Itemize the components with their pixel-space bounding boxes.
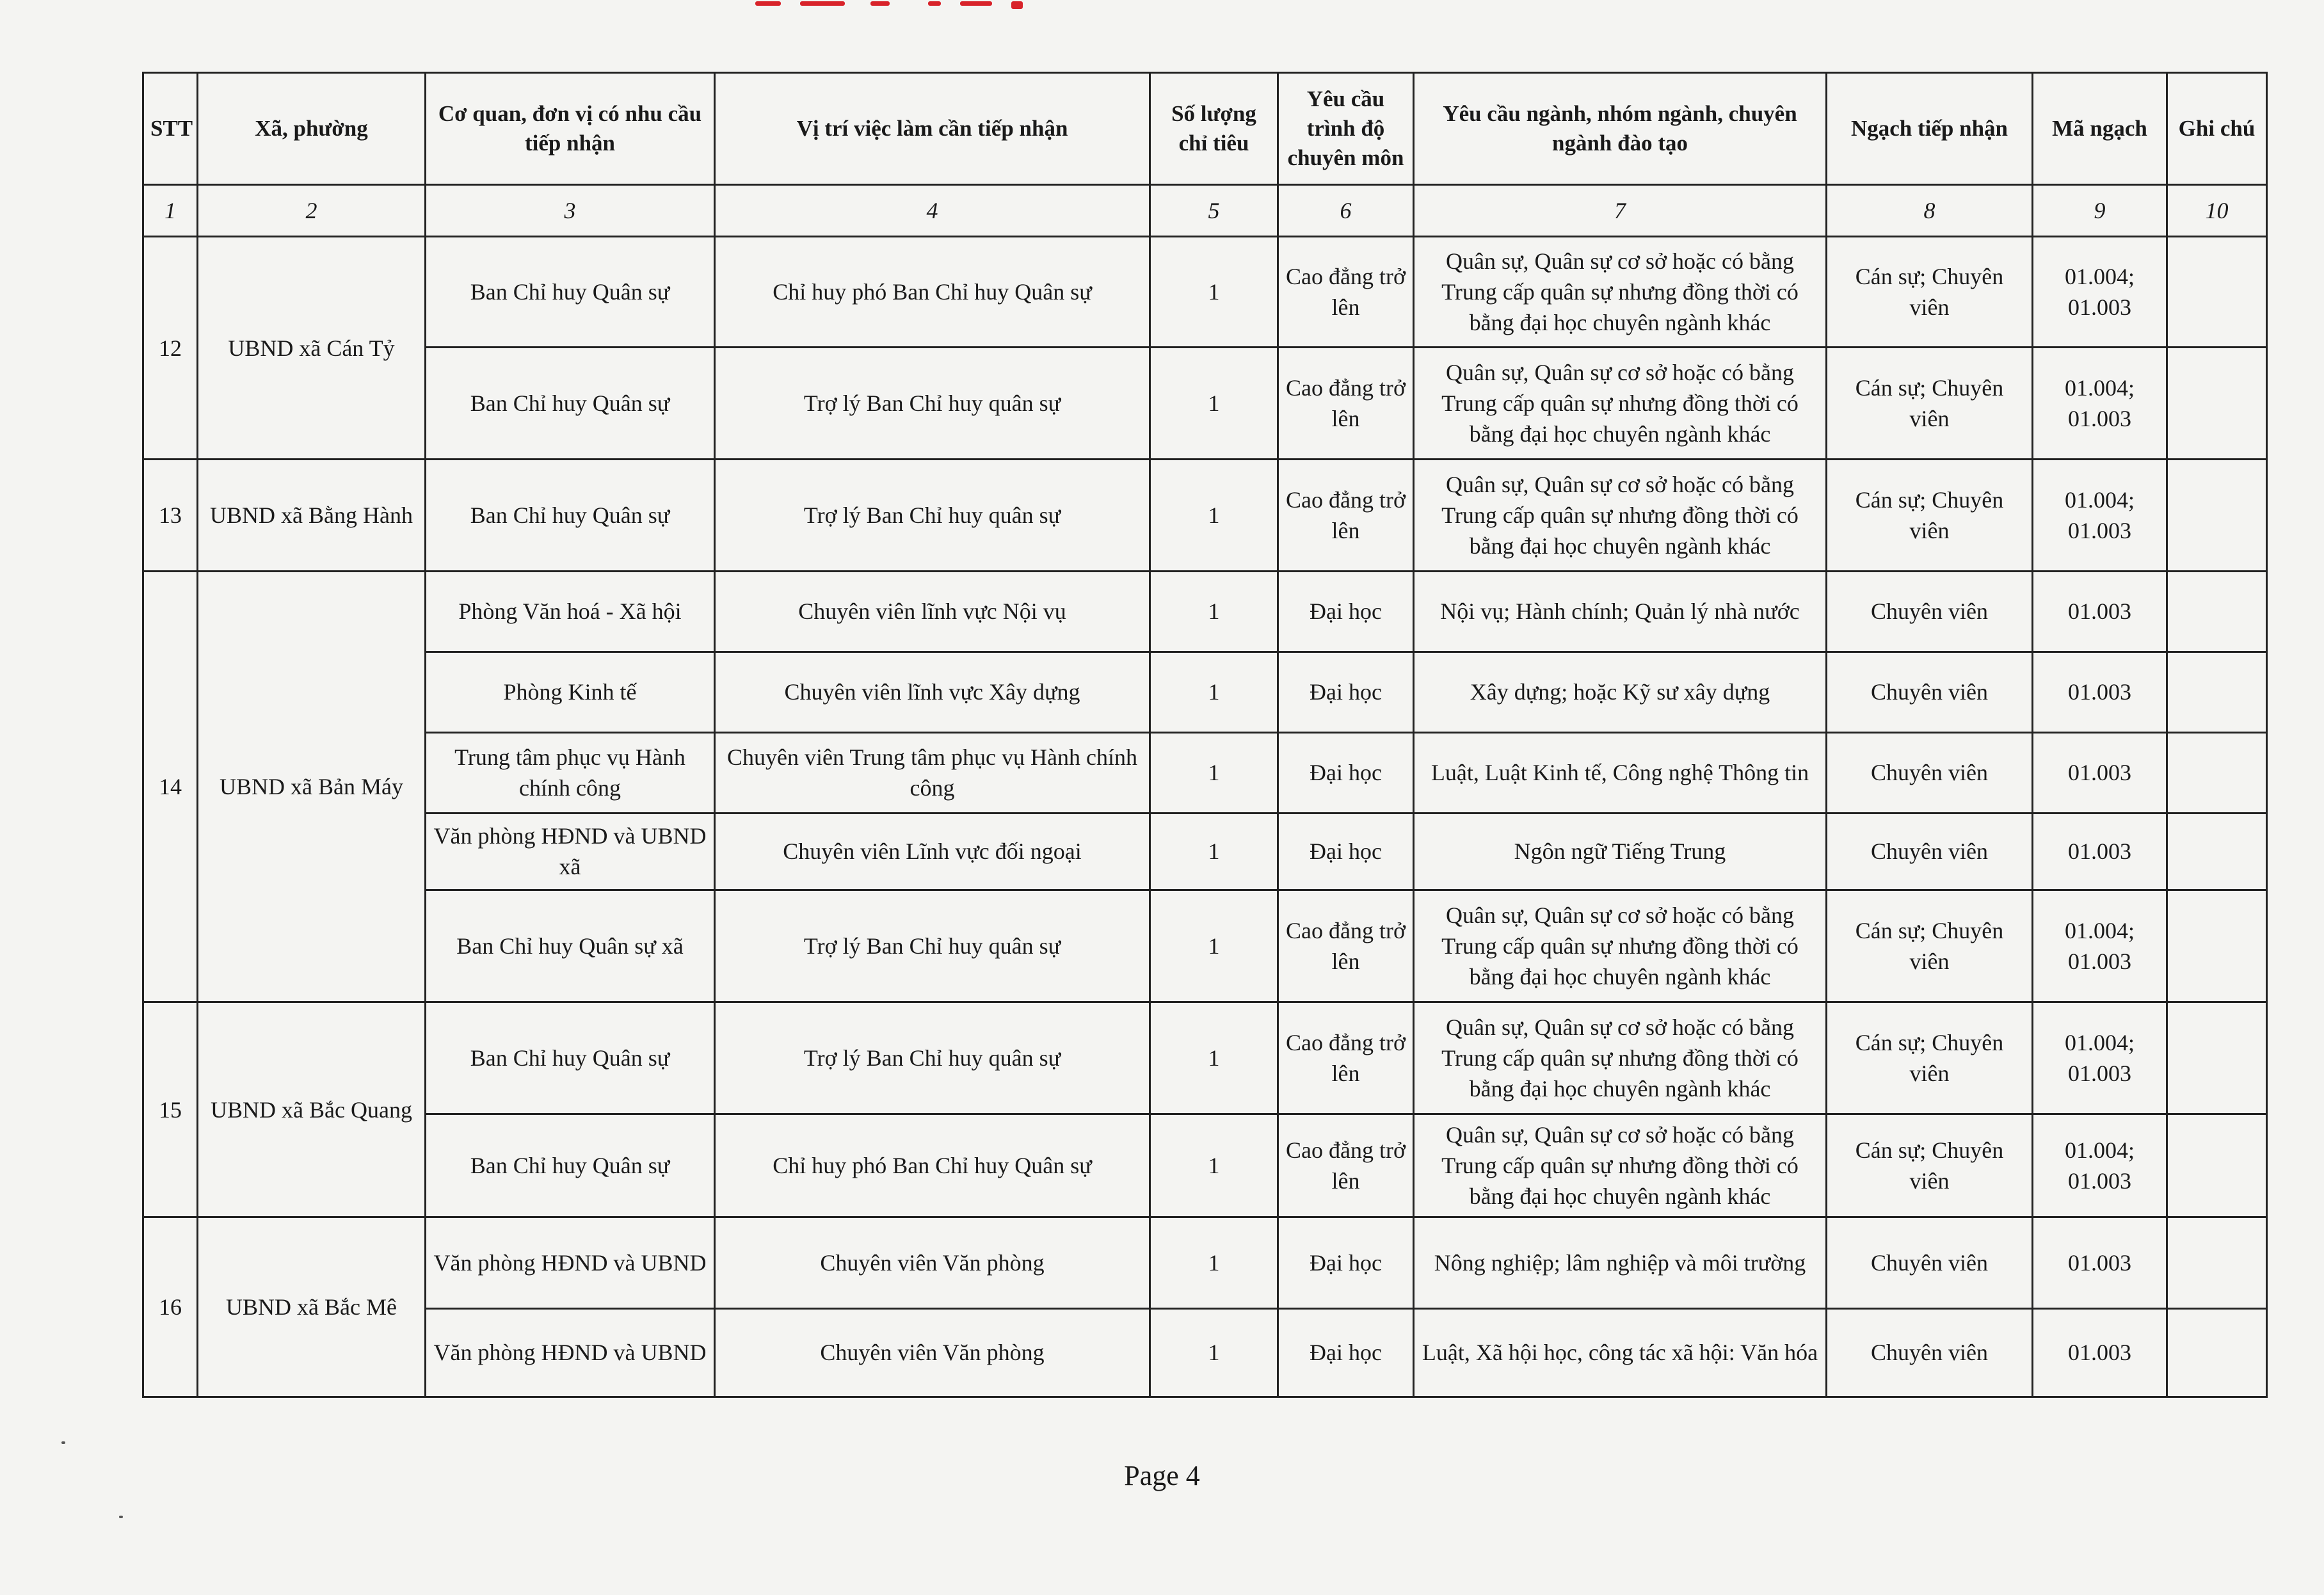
trinh-do-cell: Cao đẳng trở lên xyxy=(1278,1002,1414,1114)
table-row xyxy=(143,348,2267,460)
ma-ngach-cell: 01.003 xyxy=(2033,1308,2167,1397)
co-quan-cell: Phòng Kinh tế xyxy=(426,652,715,732)
ngach-cell: Cán sự; Chuyên viên xyxy=(1827,1114,2033,1217)
ghi-chu-cell xyxy=(2167,890,2267,1002)
vi-tri-cell: Chỉ huy phó Ban Chỉ huy Quân sự xyxy=(715,237,1150,348)
index-cell: 10 xyxy=(2167,184,2267,236)
stt-cell: 15 xyxy=(143,1002,198,1217)
xa-cell: UBND xã Bắc Mê xyxy=(198,1217,426,1397)
so-luong-cell: 1 xyxy=(1150,1308,1278,1397)
vi-tri-cell: Chuyên viên Lĩnh vực đối ngoại xyxy=(715,813,1150,890)
vi-tri-cell: Chuyên viên Văn phòng xyxy=(715,1217,1150,1308)
so-luong-cell: 1 xyxy=(1150,1217,1278,1308)
nganh-cell: Luật, Xã hội học, công tác xã hội: Văn hóa xyxy=(1414,1308,1827,1397)
vi-tri-cell: Trợ lý Ban Chỉ huy quân sự xyxy=(715,890,1150,1002)
co-quan-cell: Ban Chỉ huy Quân sự xyxy=(426,1114,715,1217)
ghi-chu-cell xyxy=(2167,1002,2267,1114)
co-quan-cell: Phòng Văn hoá - Xã hội xyxy=(426,571,715,652)
nganh-cell: Quân sự, Quân sự cơ sở hoặc có bằng Trung cấp quân sự nhưng đồng thời có bằng đại học chuyên ngành khác xyxy=(1414,237,1827,348)
trinh-do-cell: Đại học xyxy=(1278,813,1414,890)
col-ngach: Ngạch tiếp nhận xyxy=(1827,73,2033,185)
table-row xyxy=(143,1114,2267,1217)
trinh-do-cell: Cao đẳng trở lên xyxy=(1278,348,1414,460)
stt-cell: 16 xyxy=(143,1217,198,1397)
trinh-do-cell: Đại học xyxy=(1278,571,1414,652)
ngach-cell: Chuyên viên xyxy=(1827,732,2033,813)
co-quan-cell: Trung tâm phục vụ Hành chính công xyxy=(426,732,715,813)
so-luong-cell: 1 xyxy=(1150,732,1278,813)
table-row xyxy=(143,1217,2267,1308)
ngach-cell: Cán sự; Chuyên viên xyxy=(1827,237,2033,348)
scan-speck xyxy=(61,1441,65,1444)
col-stt: STT xyxy=(143,73,198,185)
ma-ngach-cell: 01.004; 01.003 xyxy=(2033,348,2167,460)
index-cell: 8 xyxy=(1827,184,2033,236)
ghi-chu-cell xyxy=(2167,652,2267,732)
vi-tri-cell: Trợ lý Ban Chỉ huy quân sự xyxy=(715,1002,1150,1114)
so-luong-cell: 1 xyxy=(1150,1114,1278,1217)
index-cell: 1 xyxy=(143,184,198,236)
xa-cell: UBND xã Bắc Quang xyxy=(198,1002,426,1217)
col-ma-ngach: Mã ngạch xyxy=(2033,73,2167,185)
table-row xyxy=(143,1002,2267,1114)
so-luong-cell: 1 xyxy=(1150,571,1278,652)
ghi-chu-cell xyxy=(2167,732,2267,813)
nganh-cell: Xây dựng; hoặc Kỹ sư xây dựng xyxy=(1414,652,1827,732)
col-nganh: Yêu cầu ngành, nhóm ngành, chuyên ngành đào tạo xyxy=(1414,73,1827,185)
table-row xyxy=(143,459,2267,571)
table-row xyxy=(143,237,2267,348)
ghi-chu-cell xyxy=(2167,348,2267,460)
ma-ngach-cell: 01.004; 01.003 xyxy=(2033,237,2167,348)
ngach-cell: Cán sự; Chuyên viên xyxy=(1827,348,2033,460)
table-row xyxy=(143,732,2267,813)
co-quan-cell: Văn phòng HĐND và UBND xyxy=(426,1308,715,1397)
ngach-cell: Chuyên viên xyxy=(1827,813,2033,890)
nganh-cell: Nội vụ; Hành chính; Quản lý nhà nước xyxy=(1414,571,1827,652)
nganh-cell: Quân sự, Quân sự cơ sở hoặc có bằng Trung cấp quân sự nhưng đồng thời có bằng đại học chuyên ngành khác xyxy=(1414,348,1827,460)
table-row xyxy=(143,571,2267,652)
trinh-do-cell: Đại học xyxy=(1278,732,1414,813)
ngach-cell: Chuyên viên xyxy=(1827,652,2033,732)
index-cell: 7 xyxy=(1414,184,1827,236)
nganh-cell: Quân sự, Quân sự cơ sở hoặc có bằng Trung cấp quân sự nhưng đồng thời có bằng đại học chuyên ngành khác xyxy=(1414,459,1827,571)
co-quan-cell: Ban Chỉ huy Quân sự xyxy=(426,348,715,460)
vi-tri-cell: Chỉ huy phó Ban Chỉ huy Quân sự xyxy=(715,1114,1150,1217)
so-luong-cell: 1 xyxy=(1150,890,1278,1002)
ghi-chu-cell xyxy=(2167,459,2267,571)
ghi-chu-cell xyxy=(2167,1308,2267,1397)
index-cell: 5 xyxy=(1150,184,1278,236)
co-quan-cell: Văn phòng HĐND và UBND xyxy=(426,1217,715,1308)
ghi-chu-cell xyxy=(2167,571,2267,652)
co-quan-cell: Ban Chỉ huy Quân sự xyxy=(426,459,715,571)
table-row xyxy=(143,890,2267,1002)
ma-ngach-cell: 01.004; 01.003 xyxy=(2033,1114,2167,1217)
recruitment-table xyxy=(142,72,2268,1398)
xa-cell: UBND xã Cán Tỷ xyxy=(198,237,426,460)
vi-tri-cell: Trợ lý Ban Chỉ huy quân sự xyxy=(715,348,1150,460)
ngach-cell: Chuyên viên xyxy=(1827,571,2033,652)
scan-speck xyxy=(119,1516,123,1518)
so-luong-cell: 1 xyxy=(1150,652,1278,732)
table-row xyxy=(143,1308,2267,1397)
ma-ngach-cell: 01.003 xyxy=(2033,732,2167,813)
stt-cell: 14 xyxy=(143,571,198,1002)
ghi-chu-cell xyxy=(2167,237,2267,348)
so-luong-cell: 1 xyxy=(1150,1002,1278,1114)
vi-tri-cell: Chuyên viên Văn phòng xyxy=(715,1308,1150,1397)
ghi-chu-cell xyxy=(2167,1217,2267,1308)
vi-tri-cell: Chuyên viên lĩnh vực Xây dựng xyxy=(715,652,1150,732)
ngach-cell: Cán sự; Chuyên viên xyxy=(1827,1002,2033,1114)
nganh-cell: Nông nghiệp; lâm nghiệp và môi trường xyxy=(1414,1217,1827,1308)
so-luong-cell: 1 xyxy=(1150,459,1278,571)
ma-ngach-cell: 01.004; 01.003 xyxy=(2033,1002,2167,1114)
table-row xyxy=(143,652,2267,732)
co-quan-cell: Văn phòng HĐND và UBND xã xyxy=(426,813,715,890)
trinh-do-cell: Đại học xyxy=(1278,1217,1414,1308)
ghi-chu-cell xyxy=(2167,813,2267,890)
header-row xyxy=(143,73,2267,185)
red-scan-mark xyxy=(742,0,1037,10)
vi-tri-cell: Chuyên viên lĩnh vực Nội vụ xyxy=(715,571,1150,652)
stt-cell: 12 xyxy=(143,237,198,460)
xa-cell: UBND xã Bằng Hành xyxy=(198,459,426,571)
vi-tri-cell: Trợ lý Ban Chỉ huy quân sự xyxy=(715,459,1150,571)
so-luong-cell: 1 xyxy=(1150,813,1278,890)
table-row xyxy=(143,813,2267,890)
trinh-do-cell: Cao đẳng trở lên xyxy=(1278,890,1414,1002)
xa-cell: UBND xã Bản Máy xyxy=(198,571,426,1002)
co-quan-cell: Ban Chỉ huy Quân sự xyxy=(426,237,715,348)
trinh-do-cell: Đại học xyxy=(1278,1308,1414,1397)
so-luong-cell: 1 xyxy=(1150,348,1278,460)
index-row xyxy=(143,184,2267,236)
col-trinh-do: Yêu cầu trình độ chuyên môn xyxy=(1278,73,1414,185)
page-number: Page 4 xyxy=(1124,1460,1200,1491)
ma-ngach-cell: 01.003 xyxy=(2033,652,2167,732)
col-vi-tri: Vị trí việc làm cần tiếp nhận xyxy=(715,73,1150,185)
ngach-cell: Cán sự; Chuyên viên xyxy=(1827,890,2033,1002)
nganh-cell: Luật, Luật Kinh tế, Công nghệ Thông tin xyxy=(1414,732,1827,813)
trinh-do-cell: Cao đẳng trở lên xyxy=(1278,459,1414,571)
vi-tri-cell: Chuyên viên Trung tâm phục vụ Hành chính công xyxy=(715,732,1150,813)
index-cell: 4 xyxy=(715,184,1150,236)
ghi-chu-cell xyxy=(2167,1114,2267,1217)
col-xa-phuong: Xã, phường xyxy=(198,73,426,185)
nganh-cell: Quân sự, Quân sự cơ sở hoặc có bằng Trung cấp quân sự nhưng đồng thời có bằng đại học chuyên ngành khác xyxy=(1414,890,1827,1002)
index-cell: 2 xyxy=(198,184,426,236)
nganh-cell: Quân sự, Quân sự cơ sở hoặc có bằng Trung cấp quân sự nhưng đồng thời có bằng đại học chuyên ngành khác xyxy=(1414,1002,1827,1114)
nganh-cell: Quân sự, Quân sự cơ sở hoặc có bằng Trung cấp quân sự nhưng đồng thời có bằng đại học chuyên ngành khác xyxy=(1414,1114,1827,1217)
ma-ngach-cell: 01.003 xyxy=(2033,813,2167,890)
col-co-quan: Cơ quan, đơn vị có nhu cầu tiếp nhận xyxy=(426,73,715,185)
index-cell: 3 xyxy=(426,184,715,236)
ma-ngach-cell: 01.004; 01.003 xyxy=(2033,459,2167,571)
ma-ngach-cell: 01.004; 01.003 xyxy=(2033,890,2167,1002)
ma-ngach-cell: 01.003 xyxy=(2033,1217,2167,1308)
ngach-cell: Cán sự; Chuyên viên xyxy=(1827,459,2033,571)
stt-cell: 13 xyxy=(143,459,198,571)
ngach-cell: Chuyên viên xyxy=(1827,1217,2033,1308)
ngach-cell: Chuyên viên xyxy=(1827,1308,2033,1397)
so-luong-cell: 1 xyxy=(1150,237,1278,348)
trinh-do-cell: Cao đẳng trở lên xyxy=(1278,1114,1414,1217)
co-quan-cell: Ban Chỉ huy Quân sự xã xyxy=(426,890,715,1002)
index-cell: 9 xyxy=(2033,184,2167,236)
co-quan-cell: Ban Chỉ huy Quân sự xyxy=(426,1002,715,1114)
col-so-luong: Số lượng chỉ tiêu xyxy=(1150,73,1278,185)
nganh-cell: Ngôn ngữ Tiếng Trung xyxy=(1414,813,1827,890)
ma-ngach-cell: 01.003 xyxy=(2033,571,2167,652)
col-ghi-chu: Ghi chú xyxy=(2167,73,2267,185)
trinh-do-cell: Cao đẳng trở lên xyxy=(1278,237,1414,348)
trinh-do-cell: Đại học xyxy=(1278,652,1414,732)
index-cell: 6 xyxy=(1278,184,1414,236)
